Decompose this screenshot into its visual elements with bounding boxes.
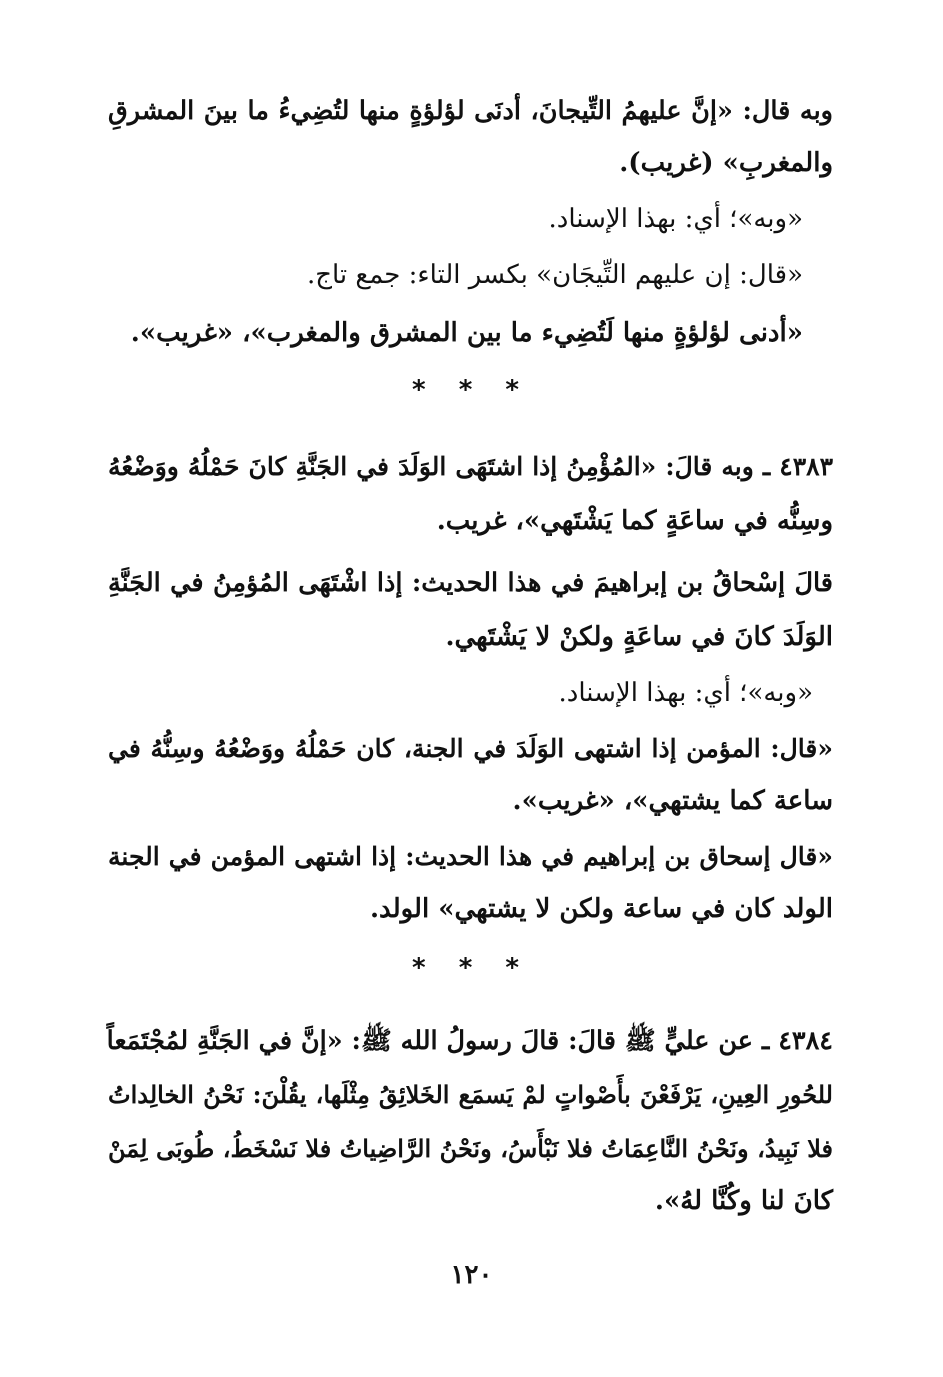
- text-line: وبه قال: «إنَّ عليهمُ التِّيجانَ، أدنَى لؤلؤةٍ منها لتُضِيءُ ما بينَ المشرقِ: [108, 96, 833, 126]
- text-line: «قال إسحاق بن إبراهيم في هذا الحديث: إذا اشتهى المؤمن في الجنة: [108, 842, 833, 871]
- page-number: ١٢٠: [450, 1260, 493, 1290]
- text-line: «قال: المؤمن إذا اشتهى الوَلَدَ في الجنة، كان حَمْلُهُ ووَضْعُهُ وسِنُّهُ في: [108, 734, 833, 763]
- text-line: «وبه»؛ أي: بهذا الإسناد.: [548, 204, 803, 234]
- text-line: قالَ إسْحاقُ بن إبراهيمَ في هذا الحديث: إذا اشْتَهَى المُؤمِنُ في الجَنَّةِ: [108, 568, 833, 598]
- text-line: للحُورِ العِينِ، يَرْفَعْنَ بأَصْواتٍ لمْ يَسمَع الخَلائِقُ مِثْلَها، يقُلْنَ: نَحْنُ الخالِداتُ: [108, 1080, 833, 1109]
- text-line: كانَ لنا وكُنَّا لهُ».: [654, 1186, 833, 1216]
- text-line: ساعة كما يشتهي»، «غريب».: [512, 786, 833, 816]
- section-separator: * * *: [412, 375, 531, 405]
- text-line: ٤٣٨٣ ـ وبه قالَ: «المُؤْمِنُ إذا اشتَهَى الوَلَدَ في الجَنَّةِ كانَ حَمْلُهُ ووَضْعُهُ: [108, 452, 833, 481]
- text-line: والمغربِ» (غريب).: [619, 148, 833, 178]
- text-line: «قال: إن عليهم التِّيجَان» بكسر التاء: جمع تاج.: [306, 260, 803, 290]
- text-line: الولد كان في ساعة ولكن لا يشتهي» الولد.: [370, 894, 833, 924]
- text-line: «أدنى لؤلؤةٍ منها لَتُضِيء ما بين المشرق والمغرب»، «غريب».: [130, 318, 803, 348]
- text-line: فلا نَبِيدُ، ونَحْنُ النَّاعِمَاتُ فلا نَبْأَسُ، ونَحْنُ الرَّاضِياتُ فلا نَسْخَطُ، طُوبَى لِمَنْ: [108, 1134, 833, 1163]
- text-line: «وبه»؛ أي: بهذا الإسناد.: [558, 678, 813, 708]
- text-line: الوَلَدَ كانَ في ساعَةٍ ولكنْ لا يَشْتَهي.: [445, 622, 833, 652]
- text-line: وسِنُّه في ساعَةٍ كما يَشْتَهي»، غريب.: [436, 506, 833, 536]
- text-line: ٤٣٨٤ ـ عن عليٍّ ﷺ قالَ: قالَ رسولُ الله ﷺ: «إنَّ في الجَنَّةِ لمُجْتَمَعاً: [106, 1026, 833, 1056]
- section-separator: * * *: [412, 953, 531, 983]
